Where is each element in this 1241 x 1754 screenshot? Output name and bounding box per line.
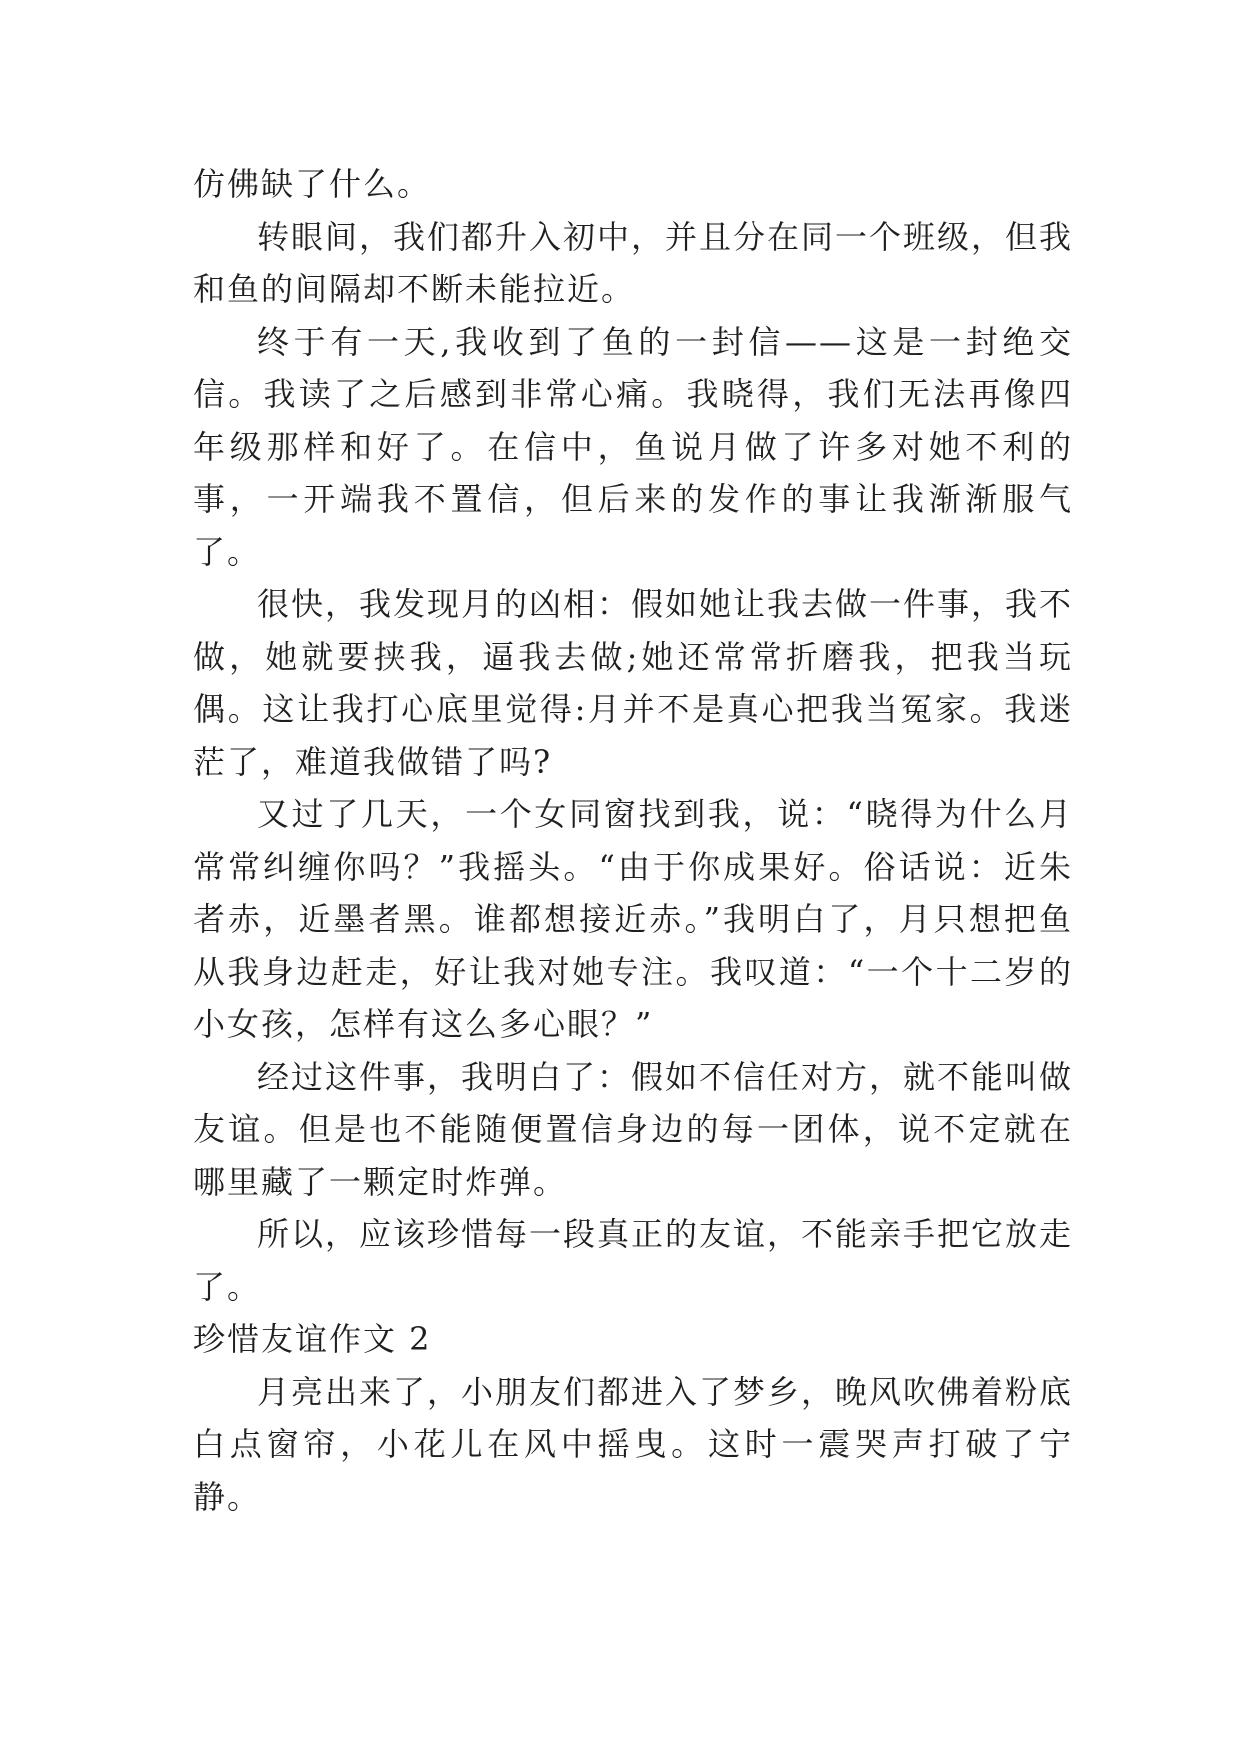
paragraph: 所以，应该珍惜每一段真正的友谊，不能亲手把它放走了。 (193, 1215, 1074, 1306)
paragraph: 经过这件事，我明白了：假如不信任对方，就不能叫做友谊。但是也不能随便置信身边的每一团体，说不定就在哪里藏了一颗定时炸弹。 (193, 1057, 1074, 1201)
paragraph: 月亮出来了，小朋友们都进入了梦乡，晚风吹佛着粉底白点窗帘，小花儿在风中摇曳。这时一震哭声打破了宁静。 (193, 1372, 1074, 1516)
paragraph: 转眼间，我们都升入初中，并且分在同一个班级，但我和鱼的间隔却不断未能拉近。 (193, 217, 1074, 308)
paragraph-continuation: 仿佛缺了什么。 (193, 165, 432, 203)
paragraph: 终于有一天,我收到了鱼的一封信——这是一封绝交信。我读了之后感到非常心痛。我晓得，我们无法再像四年级那样和好了。在信中，鱼说月做了许多对她不利的事，一开端我不置信，但后来的发作的事让我渐渐服气了。 (193, 322, 1073, 571)
paragraph: 又过了几天，一个女同窗找到我，说：“晓得为什么月常常纠缠你吗？”我摇头。“由于你成果好。俗话说：近朱者赤，近墨者黑。谁都想接近赤。”我明白了，月只想把鱼从我身边赶走，好让我对她专注。我叹道：“一个十二岁的小女孩，怎样有这么多心眼？” (193, 795, 1073, 1043)
section-title: 珍惜友谊作文 2 (193, 1320, 432, 1358)
paragraph: 很快，我发现月的凶相：假如她让我去做一件事，我不做，她就要挟我，逼我去做;她还常常折磨我，把我当玩偶。这让我打心底里觉得:月并不是真心把我当冤家。我迷茫了，难道我做错了吗? (193, 585, 1074, 781)
document-body (193, 158, 1073, 1523)
